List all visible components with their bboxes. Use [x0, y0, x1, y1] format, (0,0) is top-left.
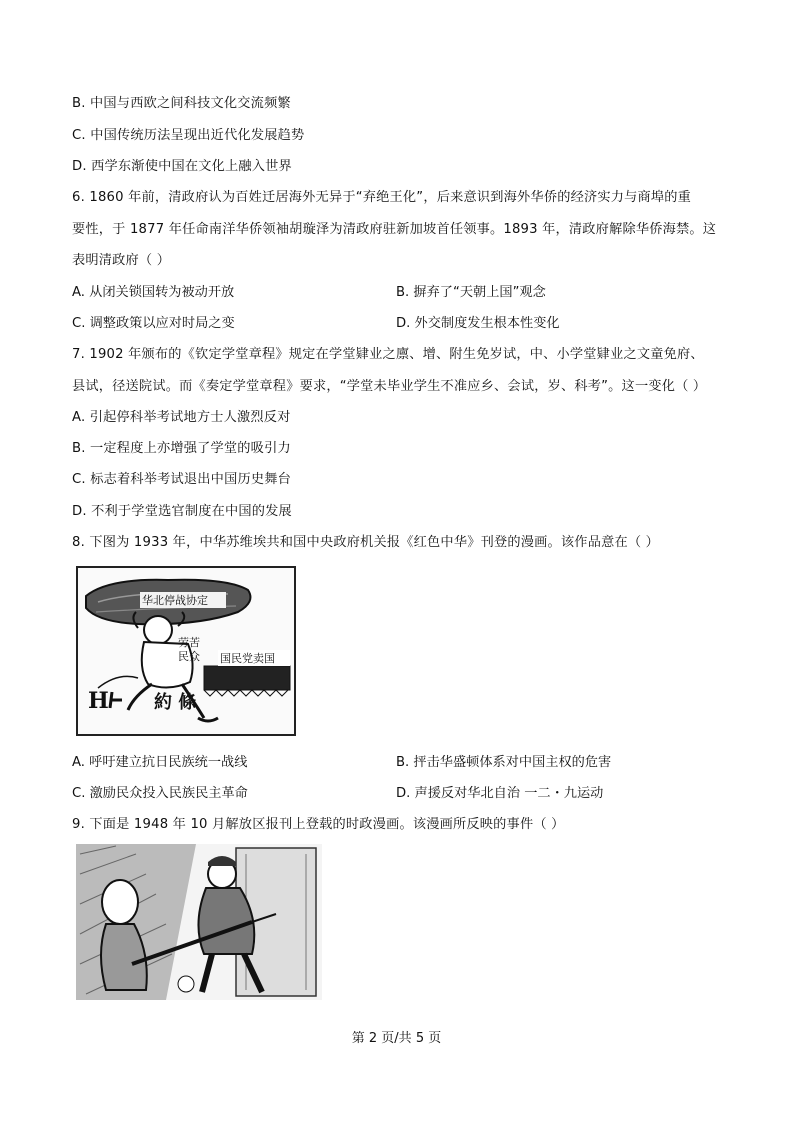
q5-option-b: B. 中国与西欧之间科技文化交流频繁 [72, 96, 291, 111]
q8-option-c: C. 激励民众投入民族民主革命 [72, 786, 248, 801]
stone-label: 华北停战协定 [142, 594, 208, 607]
q7-option-d: D. 不利于学堂选官制度在中国的发展 [72, 504, 292, 519]
q7-stem-line1: 7. 1902 年颁布的《钦定学堂章程》规定在学堂肄业之廪、增、附生免岁试，中、小学堂肄业之文童免府、 [72, 347, 704, 362]
q8-option-b: B. 抨击华盛顿体系对中国主权的危害 [396, 755, 612, 770]
q6-option-c: C. 调整政策以应对时局之变 [72, 316, 235, 331]
saw-blade [204, 666, 290, 690]
figure-head [144, 616, 172, 644]
q6-stem-line3: 表明清政府（ ） [72, 253, 171, 268]
saw-label: 国民党卖国 [220, 652, 275, 665]
q6-option-d: D. 外交制度发生根本性变化 [396, 316, 560, 331]
q5-option-d: D. 西学东渐使中国在文化上融入世界 [72, 159, 292, 174]
q6-stem-line1: 6. 1860 年前，清政府认为百姓迁居海外无异于“弃绝王化”，后来意识到海外华侨的经济实力与商埠的重 [72, 190, 692, 205]
page-footer: 第 2 页/共 5 页 [351, 1031, 442, 1046]
q9-cartoon-drawing [76, 844, 322, 1000]
q8-cartoon-drawing [78, 568, 294, 734]
q6-stem-line2: 要性，于 1877 年任命南洋华侨领袖胡璇泽为清政府驻新加坡首任领事。1893 年，清政府解除华侨海禁。这 [72, 222, 717, 237]
soldier-body [198, 888, 254, 954]
people-label-1: 劳苦 [178, 636, 200, 649]
soldier-cap [208, 856, 236, 866]
enemy-head [102, 880, 138, 924]
q8-option-a: A. 呼吁建立抗日民族统一战线 [72, 755, 248, 770]
q5-option-c: C. 中国传统历法呈现出近代化发展趋势 [72, 128, 305, 143]
q6-option-b: B. 摒弃了“天朝上国”观念 [396, 285, 546, 300]
q6-option-a: A. 从闭关锁国转为被动开放 [72, 285, 235, 300]
q7-option-b: B. 一定程度上亦增强了学堂的吸引力 [72, 441, 291, 456]
q9-stem: 9. 下面是 1948 年 10 月解放区报刊上登载的时政漫画。该漫画所反映的事件（ ） [72, 817, 565, 832]
q7-option-c: C. 标志着科举考试退出中国历史舞台 [72, 472, 292, 487]
q7-option-a: A. 引起停科举考试地方士人激烈反对 [72, 410, 291, 425]
q8-stem: 8. 下图为 1933 年，中华苏维埃共和国中央政府机关报《红色中华》刊登的漫画。该作品意在（ ） [72, 535, 660, 550]
people-label-2: 民众 [178, 650, 200, 663]
bottom-letter-h: H [88, 688, 109, 714]
q8-cartoon [76, 566, 296, 736]
q8-option-d: D. 声援反对华北自治 一二・九运动 [396, 786, 604, 801]
q9-cartoon [76, 844, 322, 1000]
bottom-treaty-text: 約 條 [154, 692, 197, 713]
skull [178, 976, 194, 992]
q7-stem-line2: 县试，径送院试。而《奏定学堂章程》要求，“学堂未毕业学生不准应乡、会试，岁、科考”。这一变化（ ） [72, 379, 707, 394]
